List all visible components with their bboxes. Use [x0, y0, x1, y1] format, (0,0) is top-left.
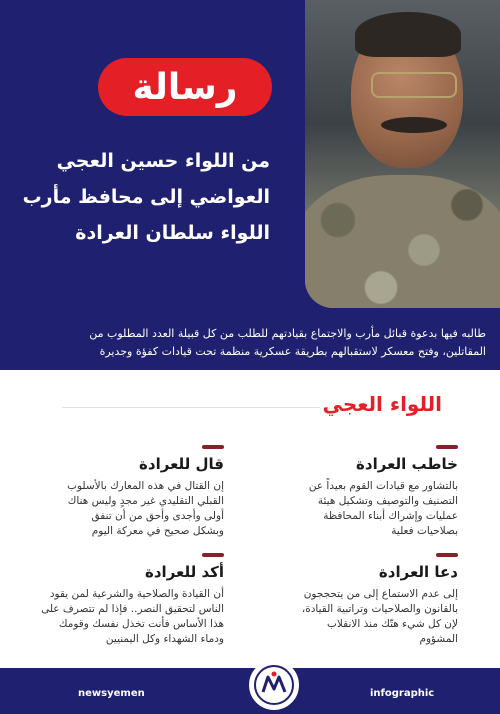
called-line-4: المشؤوم	[419, 633, 458, 645]
said-title: قال للعرادة	[139, 455, 224, 473]
section-title: اللواء العجي	[322, 392, 442, 416]
uniform-shape	[305, 175, 500, 308]
message-badge: رسالة	[98, 58, 272, 116]
dash-marker	[202, 445, 224, 449]
said-line-1: إن القتال في هذه المعارك بالأسلوب	[67, 480, 224, 492]
addressed-line-2: التصنيف والتوصيف وتشكيل هيئة	[317, 495, 458, 507]
affirmed-line-3: هذا الأساس فأنت تخذل نفسك وقومك	[58, 618, 224, 630]
portrait-photo	[305, 0, 500, 308]
called-line-1: إلى عدم الاستماع إلى من يتحججون	[303, 588, 458, 600]
dash-marker	[436, 553, 458, 557]
affirmed-line-1: أن القيادة والصلاحية والشرعية لمن يقود	[49, 588, 224, 600]
affirmed-block	[34, 553, 224, 647]
headline-line-1: من اللواء حسين العجي	[56, 150, 270, 172]
affirmed-line-4: ودماء الشهداء وكل اليمنيين	[105, 633, 224, 645]
hair-shape	[355, 12, 461, 57]
affirmed-body	[34, 587, 224, 647]
dash-marker	[436, 445, 458, 449]
dash-marker	[202, 553, 224, 557]
called-block	[268, 553, 458, 647]
addressed-body	[268, 479, 458, 539]
footer-site-name: newsyemen	[78, 688, 145, 699]
said-block	[34, 445, 224, 539]
footer-category: infographic	[370, 688, 435, 699]
intro-line-2: المقاتلين، وفتح معسكر لاستقبالهم بطريقة عسكرية منظمة تحت قيادات كفؤة وجديرة	[99, 345, 486, 358]
said-line-4: وبشكل صحيح في معركة اليوم	[91, 525, 224, 537]
called-body	[268, 587, 458, 647]
called-line-3: لإن كل شيء هتّك منذ الانقلاب	[327, 618, 458, 630]
newsyemen-logo-icon	[249, 660, 299, 710]
headline-line-3: اللواء سلطان العرادة	[75, 222, 270, 244]
mustache-shape	[381, 117, 447, 133]
section-divider	[62, 407, 320, 408]
affirmed-line-2: الناس لتحقيق النصر.. فإذا لم تتصرف على	[41, 603, 224, 615]
intro-text	[62, 325, 486, 361]
said-line-3: أولى وأجدى وأحق من أن تنفق	[91, 510, 224, 522]
addressed-line-4: بصلاحيات فعلية	[391, 525, 458, 537]
intro-line-1: طالبه فيها بدعوة قبائل مأرب والاجتماع بقيادتهم للطلب من كل قبيلة العدد المطلوب من	[89, 327, 486, 340]
addressed-line-3: عمليات وإشراك أبناء المحافظة	[323, 510, 458, 522]
affirmed-title: أكد للعرادة	[145, 563, 224, 581]
addressed-line-1: بالتشاور مع قيادات القوم بعيداً عن	[308, 480, 458, 492]
called-line-2: بالقانون والصلاحيات وتراتبية القيادة،	[301, 603, 458, 615]
said-line-2: القبلي التقليدي غير مجدٍ وليس هناك	[67, 495, 224, 507]
headline-line-2: العواضي إلى محافظ مأرب	[22, 186, 270, 208]
called-title: دعا العرادة	[378, 563, 458, 581]
said-body	[34, 479, 224, 539]
addressed-block	[268, 445, 458, 539]
logo-mark	[252, 663, 296, 707]
glasses-shape	[371, 72, 457, 98]
addressed-title: خاطب العرادة	[356, 455, 458, 473]
